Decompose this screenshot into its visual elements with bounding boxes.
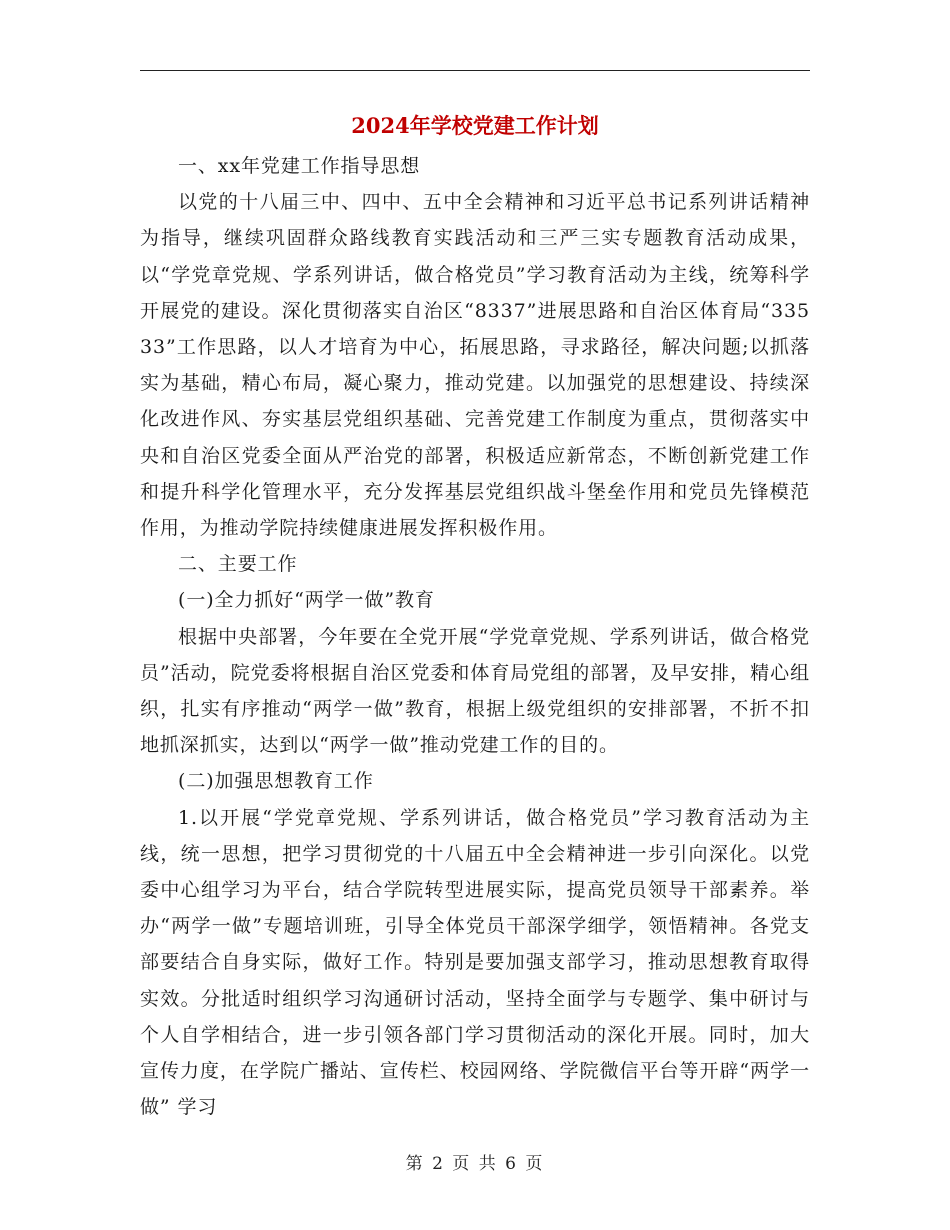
page-number-footer: 第 2 页 共 6 页 <box>405 1154 545 1174</box>
document-title: 2024年学校党建工作计划 <box>351 113 599 138</box>
document-body <box>140 148 810 1125</box>
header-rule <box>140 70 810 71</box>
paragraph-guiding-thought: 以党的十八届三中、四中、五中全会精神和习近平总书记系列讲话精神为指导，继续巩固群众路线教育实践活动和三严三实专题教育活动成果，以“学党章党规、学系列讲话，做合格党员”学习教育活动为主线，统筹科学开展党的建设。深化贯彻落实自治区“8337”进展思路和自治区体育局“33533”工作思路，以人才培育为中心，拓展思路，寻求路径，解决问题;以抓落实为基础，精心布局，凝心聚力，推动党建。以加强党的思想建设、持续深化改进作风、夯实基层党组织基础、完善党建工作制度为重点，贯彻落实中央和自治区党委全面从严治党的部署，积极适应新常态，不断创新党建工作和提升科学化管理水平，充分发挥基层党组织战斗堡垒作用和党员先锋模范作用，为推动学院持续健康进展发挥积极作用。 <box>140 191 810 540</box>
paragraph-ideological-education: 1.以开展“学党章党规、学系列讲话，做合格党员”学习教育活动为主线，统一思想，把学习贯彻党的十八届五中全会精神进一步引向深化。以党委中心组学习为平台，结合学院转型进展实际，提高党员领导干部素养。举办“两学一做”专题培训班，引导全体党员干部深学细学，领悟精神。各党支部要结合自身实际，做好工作。特别是要加强支部学习，推动思想教育取得实效。分批适时组织学习沟通研讨活动，坚持全面学与专题学、集中研讨与个人自学相结合，进一步引领各部门学习贯彻活动的深化开展。同时，加大宣传力度，在学院广播站、宣传栏、校园网络、学院微信平台等开辟“两学一做” 学习 <box>140 806 810 1119</box>
paragraph-two-studies: 根据中央部署，今年要在全党开展“学党章党规、学系列讲话，做合格党员”活动，院党委将根据自治区党委和体育局党组的部署，及早安排，精心组织，扎实有序推动“两学一做”教育，根据上级党组织的安排部署，不折不扣地抓深抓实，达到以“两学一做”推动党建工作的目的。 <box>140 625 810 757</box>
section-heading-guiding-thought: 一、xx年党建工作指导思想 <box>178 155 421 177</box>
subsection-heading-ideological-education: (二)加强思想教育工作 <box>178 770 374 793</box>
section-heading-main-work: 二、主要工作 <box>178 553 298 576</box>
subsection-heading-two-studies: (一)全力抓好“两学一做”教育 <box>178 589 435 612</box>
